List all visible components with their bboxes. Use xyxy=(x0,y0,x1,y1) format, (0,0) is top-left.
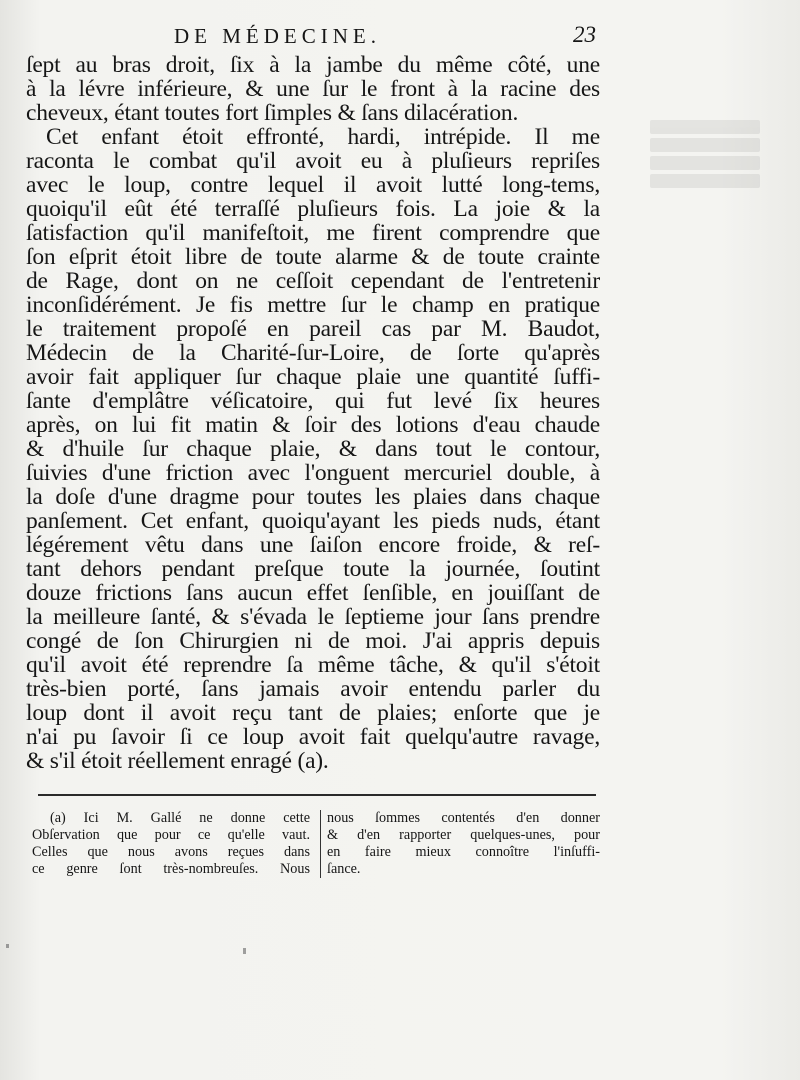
text-line: congé de ſon Chirurgien ni de moi. J'ai appris depuis xyxy=(26,628,600,654)
text-line: cheveux, étant toutes fort ſimples & ſans dilacération. xyxy=(26,100,519,126)
paper-speck xyxy=(6,944,9,948)
text-line: ſept au bras droit, ſix à la jambe du même côté, une xyxy=(26,52,600,78)
text-line: ſon eſprit étoit libre de toute alarme & de toute crainte xyxy=(26,244,600,270)
footnote-line: nous ſommes contentés d'en donner xyxy=(327,810,600,826)
text-line: à la lévre inférieure, & une ſur le front à la racine des xyxy=(26,76,600,102)
text-line: & d'huile ſur chaque plaie, & dans tout le contour, xyxy=(26,436,600,462)
text-line: tant dehors pendant preſque toute la journée, ſoutint xyxy=(26,556,600,582)
main-text xyxy=(26,53,600,773)
text-line: quoiqu'il eût été terraſſé pluſieurs fois. La joie & la xyxy=(26,196,600,222)
text-line: ſuivies d'une friction avec l'onguent mercuriel double, à xyxy=(26,460,600,486)
paper-speck xyxy=(243,948,246,954)
footnote-column-right xyxy=(320,810,600,878)
text-line: douze frictions ſans aucun effet ſenſible, en jouiſſant de xyxy=(26,580,600,606)
text-line: de Rage, dont on ne ceſſoit cependant de l'entretenir xyxy=(26,268,600,294)
text-line: n'ai pu ſavoir ſi ce loup avoit fait quelqu'autre ravage, xyxy=(26,724,600,750)
footnote xyxy=(30,810,600,882)
footnote-line: Celles que nous avons reçues dans xyxy=(32,844,310,860)
text-line: & s'il étoit réellement enragé (a). xyxy=(26,748,329,774)
footnote-line: (a) Ici M. Gallé ne donne cette xyxy=(50,810,310,826)
page-header xyxy=(24,22,600,52)
text-line: Cet enfant étoit effronté, hardi, intrépide. Il me xyxy=(46,124,600,150)
text-line: légérement vêtu dans une ſaiſon encore froide, & reſ- xyxy=(26,532,600,558)
text-line: après, on lui fit matin & ſoir des lotions d'eau chaude xyxy=(26,412,600,438)
footnote-column-left xyxy=(32,810,310,878)
text-line: la doſe d'une dragme pour toutes les plaies dans chaque xyxy=(26,484,600,510)
footnote-line: ſance. xyxy=(327,861,361,877)
text-line: très-bien porté, ſans jamais avoir entendu parler du xyxy=(26,676,600,702)
text-line: Médecin de la Charité-ſur-Loire, de ſorte qu'après xyxy=(26,340,600,366)
footnote-line: ce genre ſont très-nombreuſes. Nous xyxy=(32,861,310,877)
footnote-line: & d'en rapporter quelques-unes, pour xyxy=(327,827,600,843)
text-line: panſement. Cet enfant, quoiqu'ayant les pieds nuds, étant xyxy=(26,508,600,534)
footnote-line: Obſervation que pour ce qu'elle vaut. xyxy=(32,827,310,843)
text-line: raconta le combat qu'il avoit eu à pluſieurs repriſes xyxy=(26,148,600,174)
text-line: qu'il avoit été reprendre ſa même tâche, & qu'il s'étoit xyxy=(26,652,600,678)
text-line: inconſidérément. Je fis mettre ſur le champ en pratique xyxy=(26,292,600,318)
footnote-line: en faire mieux connoître l'inſuffi- xyxy=(327,844,600,860)
show-through-text xyxy=(650,120,760,200)
footnote-rule xyxy=(38,794,596,796)
text-line: avoir fait appliquer ſur chaque plaie une quantité ſuffi- xyxy=(26,364,600,390)
text-line: ſatisfaction qu'il manifeſtoit, me firent comprendre que xyxy=(26,220,600,246)
text-line: la meilleure ſanté, & s'évada le ſeptieme jour ſans prendre xyxy=(26,604,600,630)
text-line: ſante d'emplâtre véſicatoire, qui fut levé ſix heures xyxy=(26,388,600,414)
running-head: DE MÉDECINE. xyxy=(174,24,381,48)
text-line: le traitement propoſé en pareil cas par M. Baudot, xyxy=(26,316,600,342)
text-line: avec le loup, contre lequel il avoit lutté long-tems, xyxy=(26,172,600,198)
text-line: loup dont il avoit reçu tant de plaies; enſorte que je xyxy=(26,700,600,726)
page-number: 23 xyxy=(573,22,596,47)
